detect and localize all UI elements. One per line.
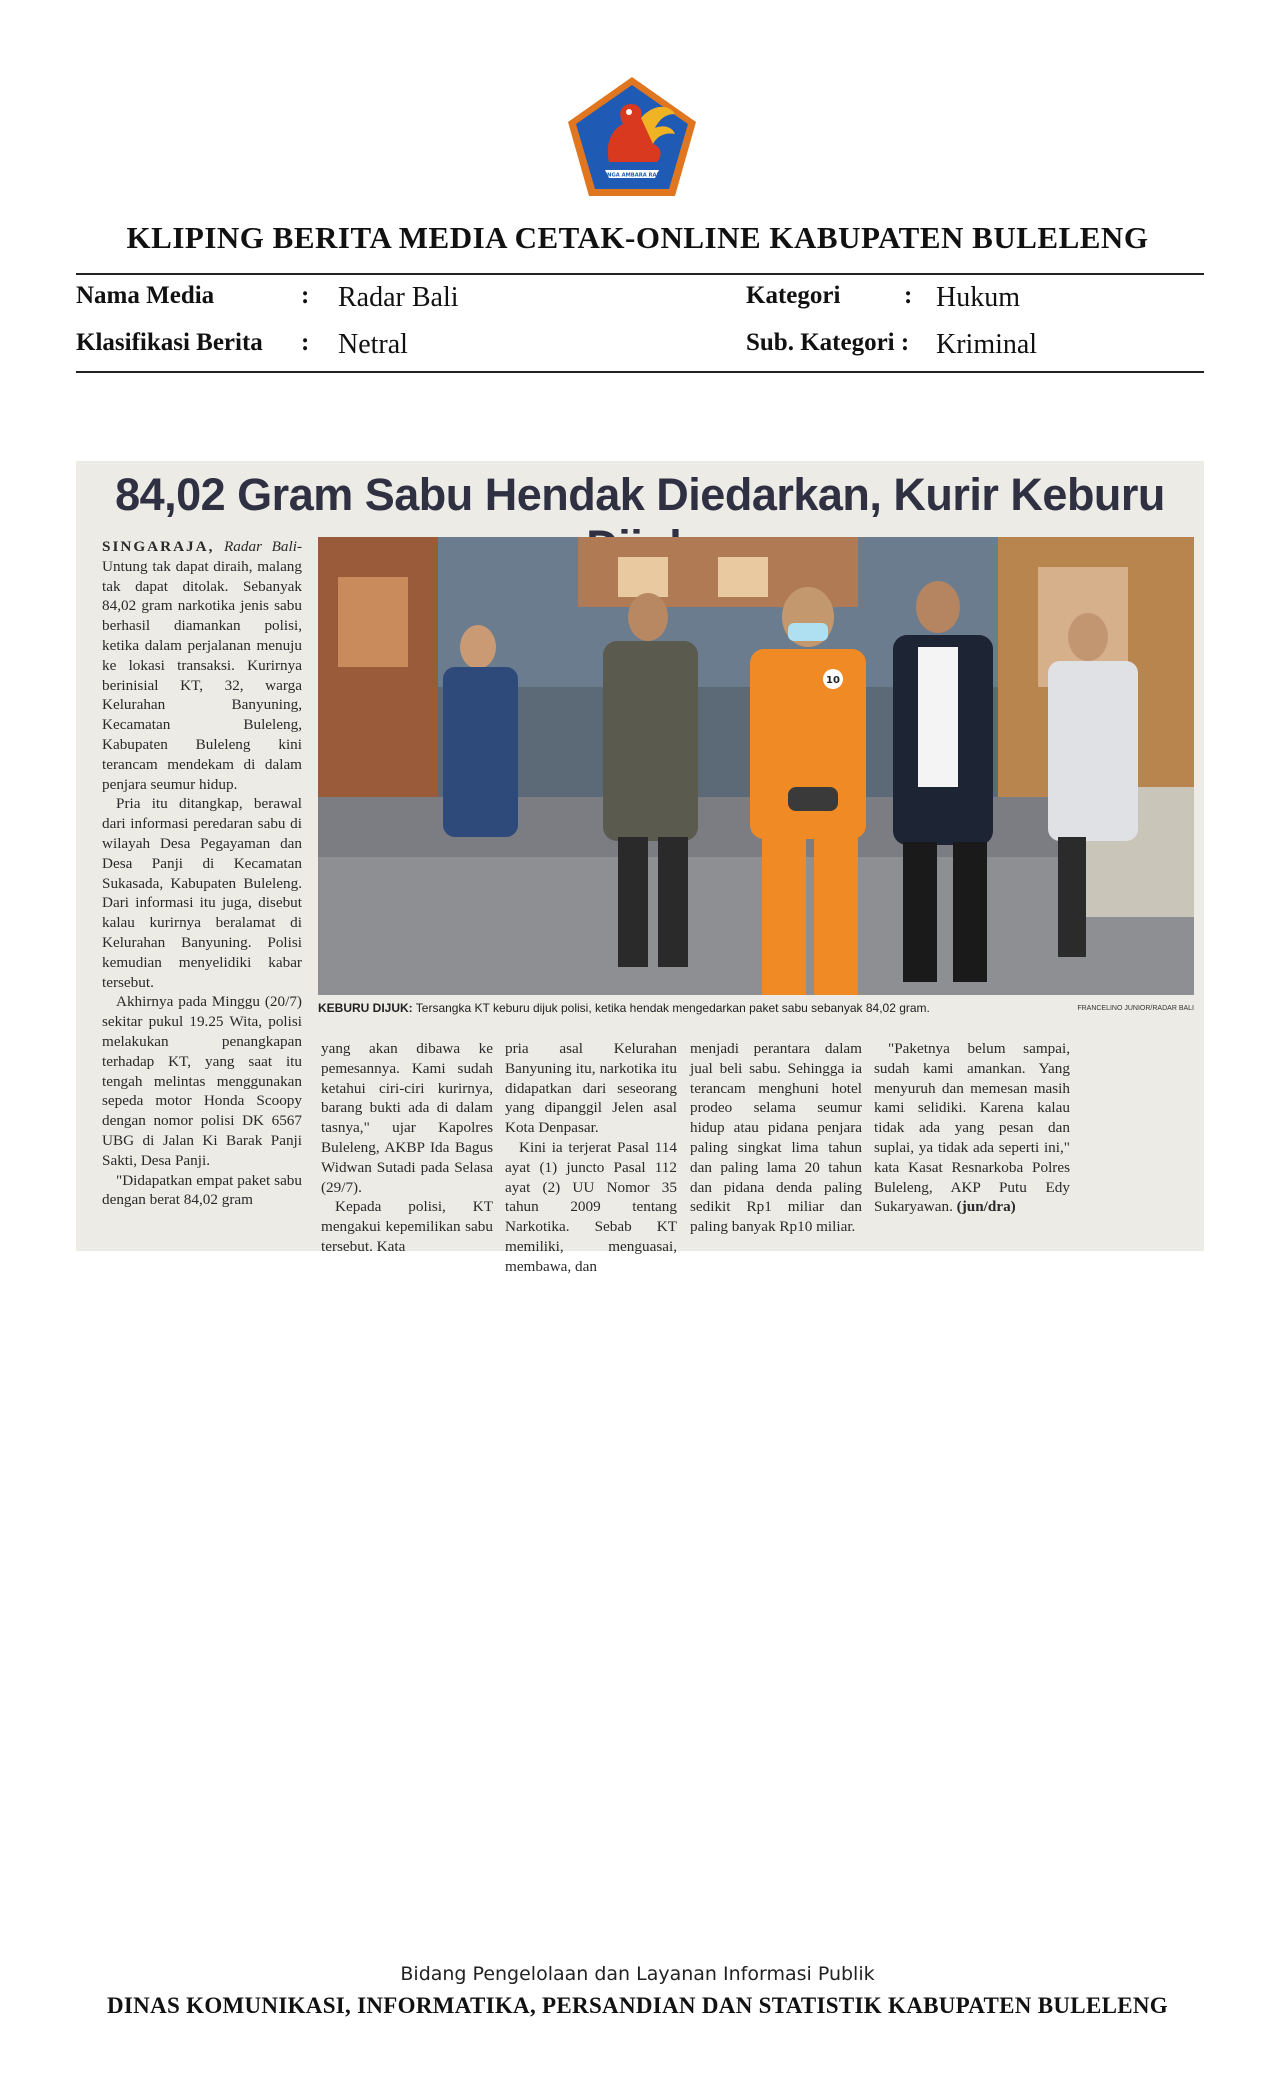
subcategory-label: Sub. Kategori : xyxy=(746,329,910,356)
article-col3-p2: Kini ia terjerat Pasal 114 ayat (1) juncto Pasal 112 ayat (2) UU Nomor 35 tahun 2009 tentang Narkotika. Sebab KT memiliki, menguasai, membawa, dan xyxy=(505,1138,677,1275)
header-rule-bottom xyxy=(76,371,1204,373)
article-col3-p1: pria asal Kelurahan Banyuning itu, narkotika itu didapatkan dari seseorang yang dipanggil Jelen asal Kota Denpasar. xyxy=(505,1040,677,1137)
category-colon: : xyxy=(904,282,913,309)
article-dateline: SINGARAJA, xyxy=(102,538,215,555)
classification-value: Netral xyxy=(338,329,408,360)
category-value: Hukum xyxy=(936,282,1020,313)
svg-text:10: 10 xyxy=(826,675,840,686)
article-col2-p1: yang akan dibawa ke pemesannya. Kami sudah ketahui ciri-ciri kurirnya, barang bukti ada di dalam tasnya," ujar Kapolres Buleleng, AKBP Ida Bagus Widwan Sutadi pada Selasa (29/7). xyxy=(321,1040,493,1196)
header-rule-top xyxy=(76,273,1204,275)
article-col2-p2: Kepada polisi, KT mengakui kepemilikan sabu tersebut. Kata xyxy=(321,1198,493,1255)
subcategory-value: Kriminal xyxy=(936,329,1038,360)
article-col5-p1 xyxy=(874,1039,1070,1217)
newspaper-clipping xyxy=(76,461,1204,1275)
article-photo xyxy=(318,537,1194,995)
article-col1-p2: Pria itu ditangkap, berawal dari informasi peredaran sabu di wilayah Desa Pegayaman dan Desa Panji di Kecamatan Sukasada, Kabupaten Buleleng. Dari informasi itu juga, disebut kalau kurirnya beralamat di Kelurahan Banyuning. Polisi kemudian menyelidiki kabar tersebut. xyxy=(102,795,302,991)
article-col4-p1: menjadi perantara dalam jual beli sabu. Sehingga ia terancam menghuni hotel prodeo selama seumur hidup atau pidana penjara paling singkat lima tahun dan paling lama 20 tahun dan pidana denda paling sedikit Rp1 miliar dan paling banyak Rp10 miliar. xyxy=(690,1040,862,1236)
photo-credit: FRANCELINO JUNIOR/RADAR BALI xyxy=(1077,1005,1194,1012)
media-name-value: Radar Bali xyxy=(338,282,459,313)
article-dateline-source: Radar Bali xyxy=(224,538,297,555)
article-col1-p4: "Didapatkan empat paket sabu dengan berat 84,02 gram xyxy=(102,1171,302,1209)
footer-title: DINAS KOMUNIKASI, INFORMATIKA, PERSANDIAN DAN STATISTIK KABUPATEN BULELENG xyxy=(107,1993,1168,2018)
article-column-5 xyxy=(874,1039,1070,1217)
article-author-credit: (jun/dra) xyxy=(956,1198,1016,1216)
media-name-colon: : xyxy=(301,282,310,309)
article-column-2 xyxy=(321,1039,493,1257)
article-column-3 xyxy=(505,1039,677,1277)
category-label: Kategori xyxy=(746,282,841,309)
photo-caption-lead: KEBURU DIJUK: xyxy=(318,1001,413,1015)
classification-label: Klasifikasi Berita xyxy=(76,329,263,356)
document-title: KLIPING BERITA MEDIA CETAK-ONLINE KABUPATEN BULELENG xyxy=(126,220,1149,255)
classification-colon: : xyxy=(301,329,310,356)
article-col5-text: "Paketnya belum sampai, sudah kami amankan. Yang menyuruh dan memesan masih kami selidiki. Karena kalau tidak ada yang pesan dan suplai, ya tidak ada seperti ini," kata Kasat Resnarkoba Polres Buleleng, AKP Putu Edy Sukaryawan. xyxy=(874,1040,1070,1216)
article-col1-p1: - Untung tak dapat diraih, malang tak dapat ditolak. Sebanyak 84,02 gram narkotika jenis sabu berhasil diamankan polisi, ketika dalam perjalanan menuju ke lokasi transaksi. Kurirnya berinisial KT, 32, warga Kelurahan Banyuning, Kecamatan Buleleng, Kabupaten Buleleng kini terancam mendekam di dalam penjara seumur hidup. xyxy=(102,538,302,793)
article-column-4 xyxy=(690,1039,862,1237)
article-column-1 xyxy=(102,537,302,1210)
media-name-label: Nama Media xyxy=(76,282,215,309)
photo-caption-text: Tersangka KT keburu dijuk polisi, ketika hendak mengedarkan paket sabu sebanyak 84,02 gram. xyxy=(412,1001,930,1015)
svg-text:SINGA AMBARA RAJA: SINGA AMBARA RAJA xyxy=(601,172,663,179)
footer-subtitle: Bidang Pengelolaan dan Layanan Informasi Publik xyxy=(400,1963,875,1985)
buleleng-emblem-logo xyxy=(565,74,699,200)
article-headline: 84,02 Gram Sabu Hendak Diedarkan, Kurir Keburu xyxy=(115,469,1165,520)
article-col1-p3: Akhirnya pada Minggu (20/7) sekitar pukul 19.25 Wita, polisi melakukan penangkapan terhadap KT, yang saat itu tengah melintas menggunakan sepeda motor Honda Scoopy dengan nomor polisi DK 6567 UBG di Jalan Ki Barak Panji Sakti, Desa Panji. xyxy=(102,993,302,1169)
